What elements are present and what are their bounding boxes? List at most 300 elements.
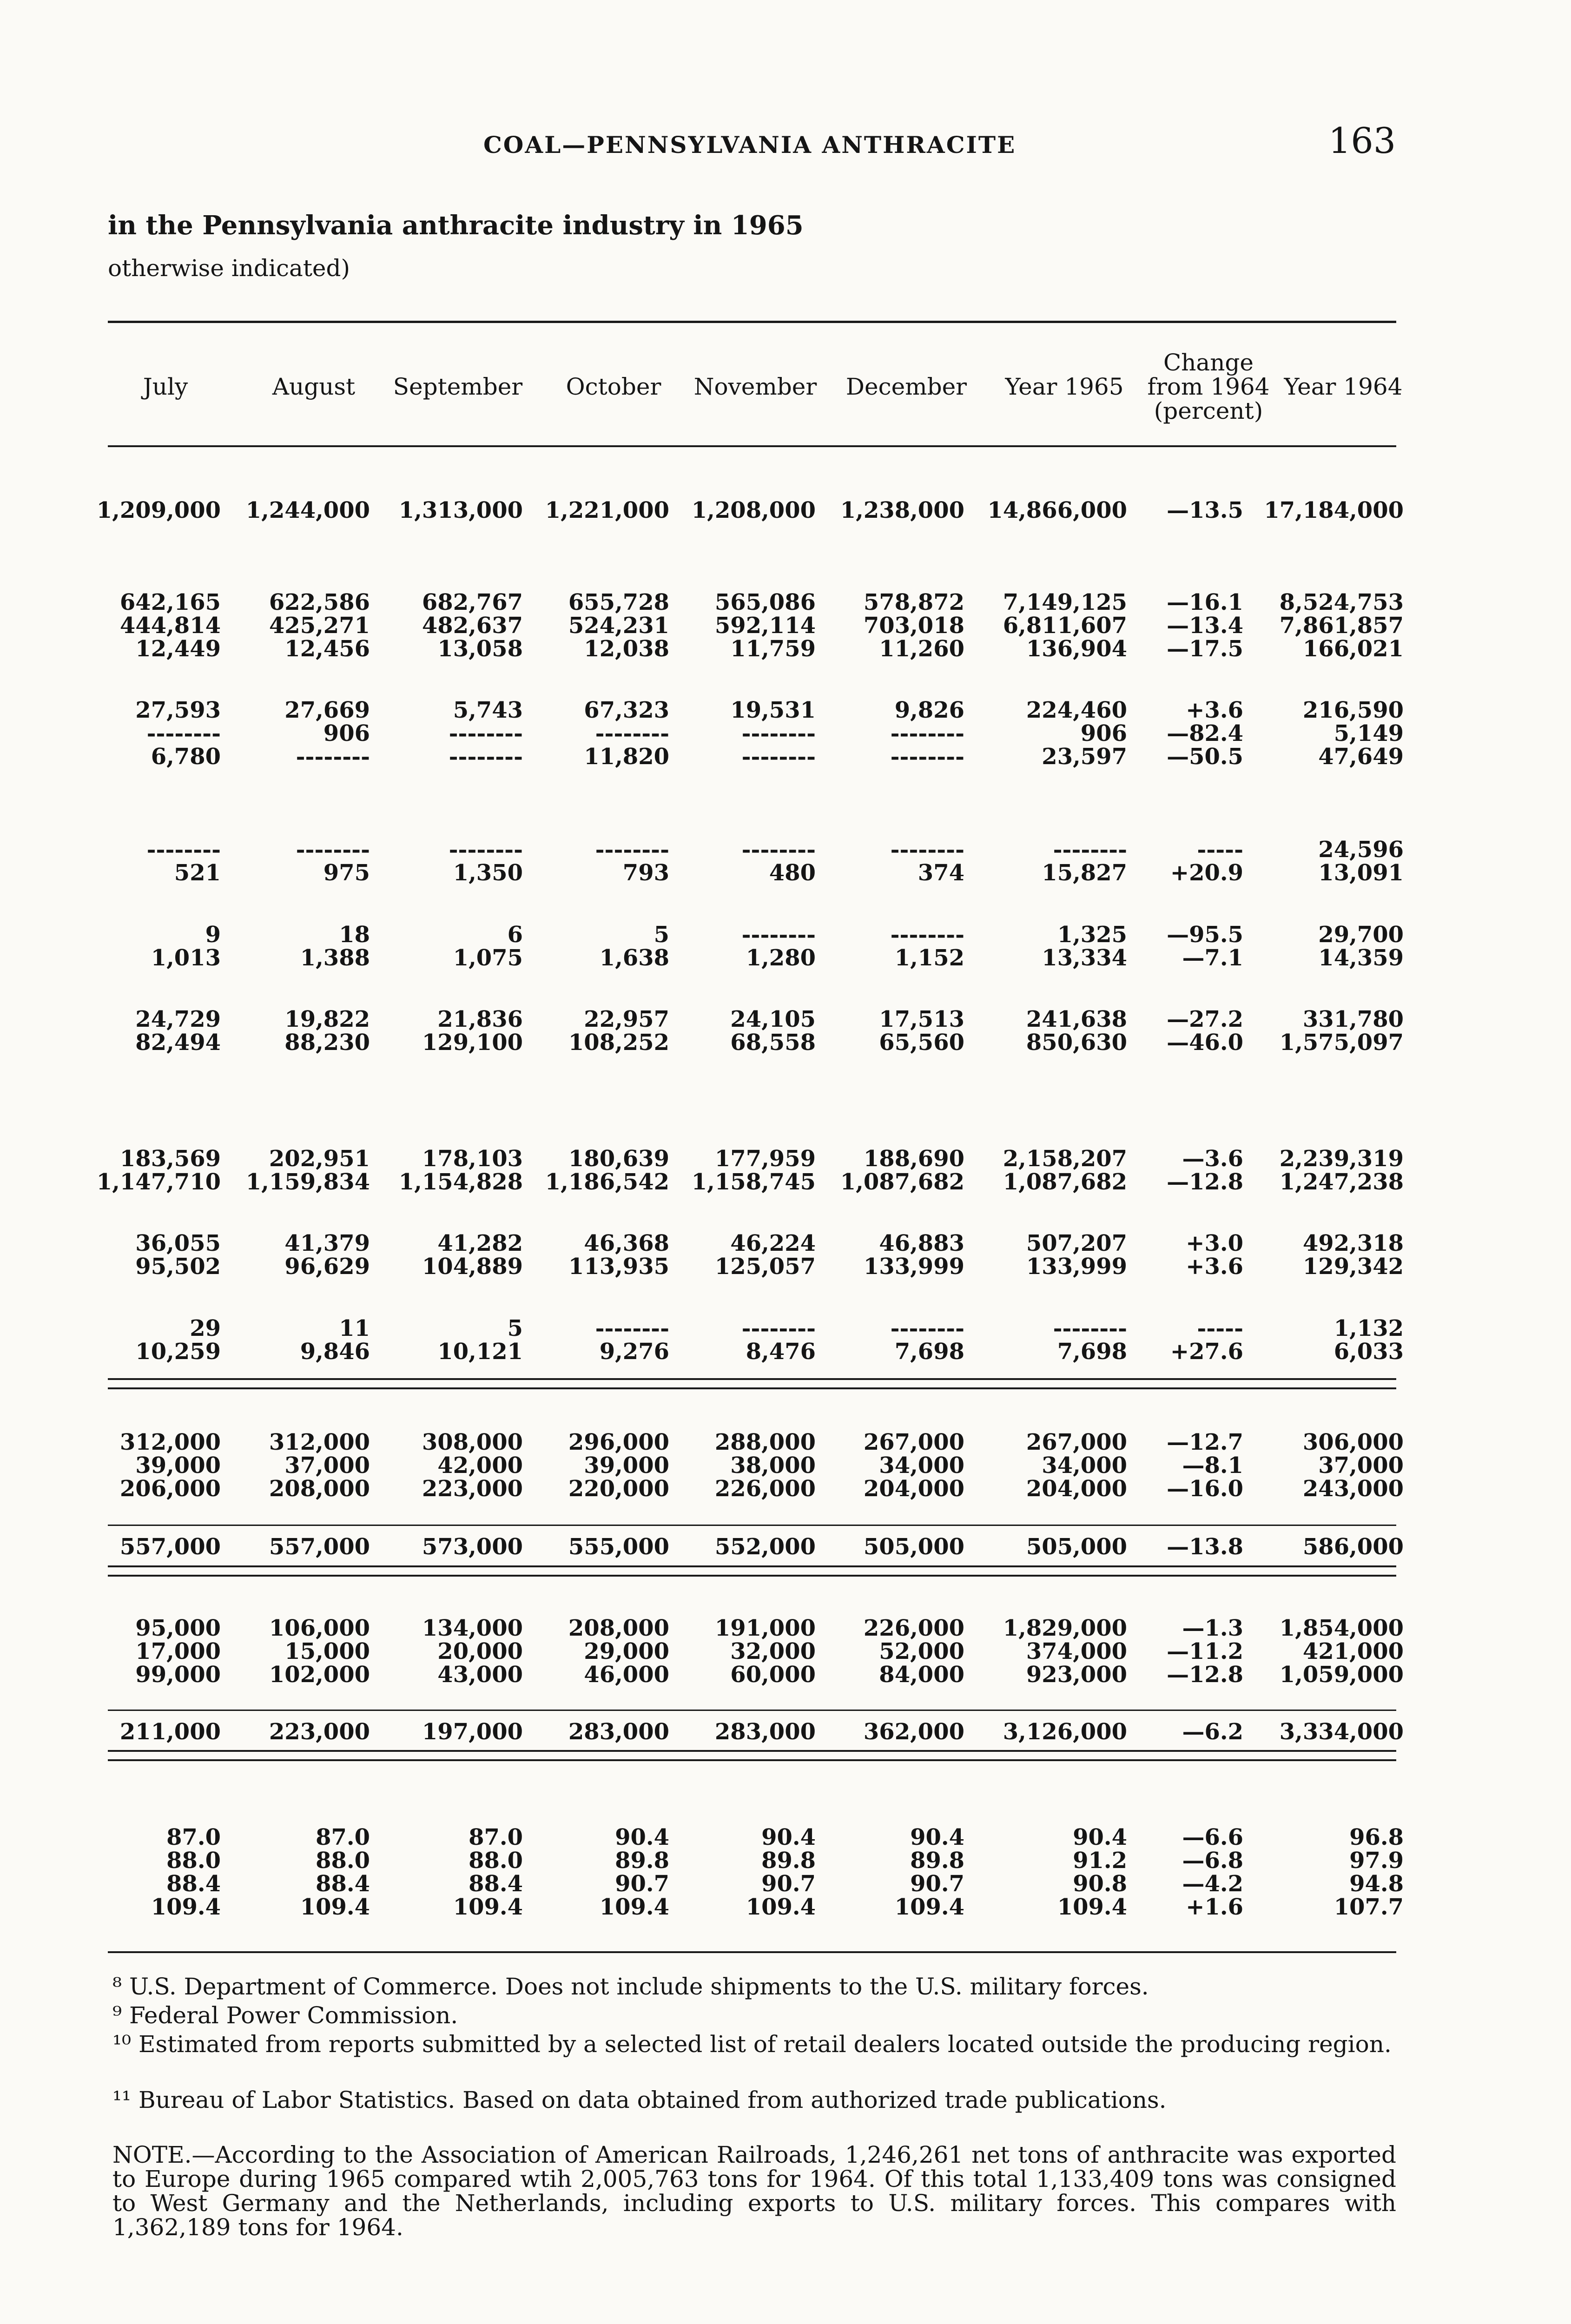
table-cell: 793 — [622, 860, 669, 886]
table-cell: -------- — [890, 1315, 964, 1341]
table-cell: 1,388 — [300, 945, 370, 971]
table-cell: —12.8 — [1167, 1169, 1243, 1195]
table-cell: 24,729 — [135, 1006, 221, 1032]
table-cell: 17,184,000 — [1264, 497, 1404, 523]
table-cell: 10,121 — [437, 1339, 523, 1365]
table-cell: —8.1 — [1182, 1452, 1243, 1479]
table-row — [108, 1615, 1404, 1641]
table-cell: 208,000 — [568, 1615, 669, 1641]
table-cell: 1,221,000 — [545, 497, 669, 523]
footnote: ⁹ Federal Power Commission. — [112, 2002, 458, 2029]
footnote: ⁸ U.S. Department of Commerce. Does not include shipments to the U.S. military forces. — [112, 1973, 1149, 2000]
table-cell: 1,186,542 — [545, 1169, 669, 1195]
table-row — [108, 1452, 1404, 1479]
table-row — [108, 1146, 1404, 1172]
table-cell: 20,000 — [437, 1638, 523, 1664]
table-cell: 129,100 — [422, 1030, 523, 1056]
table-cell: 223,000 — [422, 1476, 523, 1502]
table-cell: 46,224 — [730, 1230, 816, 1256]
table-cell: 642,165 — [119, 589, 221, 615]
table-cell: 226,000 — [714, 1476, 816, 1502]
table-cell: —82.4 — [1167, 720, 1243, 746]
table-cell: —16.0 — [1167, 1476, 1243, 1502]
table-cell: 211,000 — [119, 1719, 221, 1745]
column-header: December — [845, 373, 967, 400]
table-cell: 521 — [174, 860, 221, 886]
subtotal-rule — [108, 1710, 1396, 1711]
table-cell: 224,460 — [1026, 697, 1127, 723]
table-cell: -------- — [741, 837, 816, 863]
page-number: 163 — [1328, 120, 1396, 161]
table-cell: -------- — [449, 720, 523, 746]
table-cell: 197,000 — [422, 1719, 523, 1745]
table-cell: 492,318 — [1302, 1230, 1404, 1256]
table-cell: -------- — [1053, 837, 1127, 863]
table-cell: 89.8 — [761, 1848, 816, 1874]
table-cell: 188,690 — [863, 1146, 964, 1172]
table-row — [108, 720, 1404, 746]
table-cell: 223,000 — [269, 1719, 370, 1745]
table-cell: 5,743 — [453, 697, 523, 723]
table-cell: 7,861,857 — [1279, 613, 1404, 639]
table-cell: 1,854,000 — [1279, 1615, 1404, 1641]
table-cell: -------- — [449, 744, 523, 770]
table-cell: 113,935 — [568, 1254, 669, 1280]
table-row — [108, 860, 1404, 886]
table-cell: 11 — [339, 1315, 370, 1341]
table-cell: ----- — [1197, 837, 1243, 863]
table-row — [108, 697, 1404, 723]
table-cell: 306,000 — [1302, 1429, 1404, 1455]
table-cell: 1,147,710 — [96, 1169, 221, 1195]
table-cell: -------- — [595, 720, 669, 746]
table-cell: ----- — [1197, 1315, 1243, 1341]
table-cell: 2,158,207 — [1003, 1146, 1127, 1172]
table-cell: 133,999 — [1026, 1254, 1127, 1280]
table-cell: 88.4 — [469, 1871, 523, 1897]
table-cell: 89.8 — [910, 1848, 964, 1874]
table-cell: 134,000 — [422, 1615, 523, 1641]
table-cell: 9 — [205, 922, 221, 948]
table-cell: —13.5 — [1167, 497, 1243, 523]
table-cell: 60,000 — [730, 1662, 816, 1688]
table-cell: 95,502 — [135, 1254, 221, 1280]
table-row — [108, 1230, 1404, 1256]
table-cell: -------- — [595, 837, 669, 863]
table-cell: —16.1 — [1167, 589, 1243, 615]
table-cell: 178,103 — [422, 1146, 523, 1172]
table-cell: 29 — [190, 1315, 221, 1341]
table-row — [108, 837, 1404, 863]
table-cell: 52,000 — [879, 1638, 964, 1664]
table-caption-continued: otherwise indicated) — [108, 255, 350, 282]
table-cell: 27,593 — [135, 697, 221, 723]
table-cell: 586,000 — [1302, 1534, 1404, 1560]
table-cell: 12,038 — [584, 636, 669, 662]
table-cell: 9,276 — [599, 1339, 669, 1365]
table-cell: 39,000 — [135, 1452, 221, 1479]
table-cell: 29,000 — [584, 1638, 669, 1664]
table-row — [108, 1030, 1404, 1056]
header-rule — [108, 445, 1396, 447]
table-cell: 43,000 — [437, 1662, 523, 1688]
table-cell: 89.8 — [615, 1848, 669, 1874]
table-cell: 6,780 — [151, 744, 221, 770]
table-cell: -------- — [146, 720, 221, 746]
table-cell: 557,000 — [269, 1534, 370, 1560]
table-cell: 11,820 — [584, 744, 669, 770]
table-cell: —6.8 — [1182, 1848, 1243, 1874]
table-row — [108, 1719, 1404, 1745]
table-cell: 88.4 — [316, 1871, 370, 1897]
table-cell: 133,999 — [863, 1254, 964, 1280]
column-header: Year 1964 — [1284, 373, 1403, 400]
table-cell: 1,013 — [151, 945, 221, 971]
table-cell: 129,342 — [1302, 1254, 1404, 1280]
table-cell: 24,596 — [1318, 837, 1404, 863]
table-cell: —11.2 — [1167, 1638, 1243, 1664]
table-cell: 1,208,000 — [691, 497, 816, 523]
table-cell: 13,091 — [1318, 860, 1404, 886]
table-cell: 90.7 — [910, 1871, 964, 1897]
table-cell: +3.6 — [1186, 697, 1243, 723]
table-top-rule — [108, 321, 1396, 323]
table-cell: -------- — [890, 744, 964, 770]
table-cell: +1.6 — [1186, 1894, 1243, 1920]
table-row — [96, 1169, 1404, 1195]
table-cell: 216,590 — [1302, 697, 1404, 723]
table-cell: 505,000 — [1026, 1534, 1127, 1560]
table-cell: 90.4 — [1073, 1824, 1127, 1850]
table-cell: 204,000 — [863, 1476, 964, 1502]
table-cell: 125,057 — [714, 1254, 816, 1280]
table-cell: 65,560 — [879, 1030, 964, 1056]
table-cell: 109.4 — [599, 1894, 669, 1920]
table-cell: 283,000 — [568, 1719, 669, 1745]
table-cell: —50.5 — [1167, 744, 1243, 770]
table-cell: 1,132 — [1333, 1315, 1404, 1341]
table-cell: -------- — [890, 837, 964, 863]
table-cell: 87.0 — [469, 1824, 523, 1850]
table-cell: 84,000 — [879, 1662, 964, 1688]
table-cell: 655,728 — [568, 589, 669, 615]
table-cell: —17.5 — [1167, 636, 1243, 662]
footnote: ¹¹ Bureau of Labor Statistics. Based on data obtained from authorized trade publications. — [112, 2086, 1167, 2113]
table-cell: 923,000 — [1026, 1662, 1127, 1688]
table-cell: -------- — [890, 922, 964, 948]
section-rule — [108, 1387, 1396, 1389]
table-cell: 90.4 — [761, 1824, 816, 1850]
table-cell: 296,000 — [568, 1429, 669, 1455]
table-cell: 191,000 — [714, 1615, 816, 1641]
table-cell: 36,055 — [135, 1230, 221, 1256]
table-cell: 552,000 — [714, 1534, 816, 1560]
table-cell: 99,000 — [135, 1662, 221, 1688]
table-cell: 444,814 — [119, 613, 221, 639]
table-cell: 1,152 — [894, 945, 964, 971]
table-cell: -------- — [449, 837, 523, 863]
table-cell: 68,558 — [730, 1030, 816, 1056]
table-cell: 226,000 — [863, 1615, 964, 1641]
table-cell: 19,531 — [730, 697, 816, 723]
table-cell: 573,000 — [422, 1534, 523, 1560]
table-cell: 23,597 — [1042, 744, 1127, 770]
table-cell: 88.0 — [166, 1848, 221, 1874]
table-cell: 46,000 — [584, 1662, 669, 1688]
note: NOTE.—According to the Association of American Railroads, 1,246,261 net tons of anthracite was exported to Europe during 1965 compared wtih 2,005,763 tons for 1964. Of this total 1,133,409 tons was consigned to West Germany and the Netherlands, including exports to U.S. military forces. This compares with 1,362,189 tons for 1964. — [112, 2141, 1396, 2241]
table-cell: 6 — [507, 922, 523, 948]
table-cell: 109.4 — [151, 1894, 221, 1920]
table-cell: 106,000 — [269, 1615, 370, 1641]
column-header: October — [566, 373, 661, 400]
table-cell: 622,586 — [269, 589, 370, 615]
table-cell: 208,000 — [269, 1476, 370, 1502]
table-cell: 94.8 — [1349, 1871, 1404, 1897]
table-row — [108, 589, 1404, 615]
table-cell: 5,149 — [1333, 720, 1404, 746]
table-row — [108, 922, 1404, 948]
table-cell: 243,000 — [1302, 1476, 1404, 1502]
table-cell: +20.9 — [1170, 860, 1243, 886]
table-row — [108, 1476, 1404, 1502]
table-cell: 13,334 — [1042, 945, 1127, 971]
table-cell: 46,368 — [584, 1230, 669, 1256]
table-cell: 19,822 — [284, 1006, 370, 1032]
table-cell: 5 — [653, 922, 669, 948]
table-cell: 183,569 — [119, 1146, 221, 1172]
table-cell: 421,000 — [1302, 1638, 1404, 1664]
table-row — [108, 1848, 1404, 1874]
table-cell: 1,244,000 — [245, 497, 370, 523]
footnote: ¹⁰ Estimated from reports submitted by a selected list of retail dealers located outside the producing region. — [112, 2031, 1392, 2058]
table-cell: 1,238,000 — [840, 497, 964, 523]
table-cell: -------- — [296, 744, 370, 770]
table-cell: 906 — [1080, 720, 1127, 746]
table-cell: 46,883 — [879, 1230, 964, 1256]
table-cell: 17,000 — [135, 1638, 221, 1664]
table-cell: 38,000 — [730, 1452, 816, 1479]
table-cell: -------- — [741, 1315, 816, 1341]
table-cell: 1,087,682 — [1003, 1169, 1127, 1195]
table-cell: +27.6 — [1170, 1339, 1243, 1365]
section-rule — [108, 1759, 1396, 1761]
table-row — [108, 613, 1404, 639]
table-cell: —12.7 — [1167, 1429, 1243, 1455]
table-cell: 9,826 — [894, 697, 964, 723]
table-cell: -------- — [741, 744, 816, 770]
table-cell: 555,000 — [568, 1534, 669, 1560]
table-cell: 1,209,000 — [96, 497, 221, 523]
table-cell: 7,149,125 — [1003, 589, 1127, 615]
section-rule — [108, 1575, 1396, 1577]
table-cell: 47,649 — [1318, 744, 1404, 770]
table-cell: 592,114 — [714, 613, 816, 639]
table-cell: +3.6 — [1186, 1254, 1243, 1280]
table-cell: 480 — [769, 860, 816, 886]
table-row — [108, 1824, 1404, 1850]
table-cell: 13,058 — [437, 636, 523, 662]
table-cell: —13.8 — [1167, 1534, 1243, 1560]
table-cell: 374,000 — [1026, 1638, 1127, 1664]
table-cell: 90.4 — [615, 1824, 669, 1850]
table-cell: 96,629 — [284, 1254, 370, 1280]
table-row — [108, 1638, 1404, 1664]
table-cell: 1,829,000 — [1003, 1615, 1127, 1641]
table-cell: 14,359 — [1318, 945, 1404, 971]
table-cell: 565,086 — [714, 589, 816, 615]
table-cell: 42,000 — [437, 1452, 523, 1479]
table-cell: 6,811,607 — [1003, 613, 1127, 639]
table-cell: 11,260 — [879, 636, 964, 662]
table-cell: 109.4 — [1057, 1894, 1127, 1920]
table-cell: -------- — [890, 720, 964, 746]
table-cell: 3,334,000 — [1279, 1719, 1404, 1745]
table-cell: 32,000 — [730, 1638, 816, 1664]
table-cell: 1,313,000 — [398, 497, 523, 523]
table-cell: 136,904 — [1026, 636, 1127, 662]
table-cell: 1,087,682 — [840, 1169, 964, 1195]
column-header: August — [272, 373, 356, 400]
table-row — [96, 497, 1404, 523]
table-cell: 3,126,000 — [1003, 1719, 1127, 1745]
table-cell: 88.0 — [316, 1848, 370, 1874]
table-cell: 7,698 — [1057, 1339, 1127, 1365]
table-row — [108, 1339, 1404, 1365]
table-cell: 12,456 — [284, 636, 370, 662]
table-cell: 102,000 — [269, 1662, 370, 1688]
table-cell: 1,075 — [453, 945, 523, 971]
table-cell: 15,000 — [284, 1638, 370, 1664]
table-cell: 34,000 — [1042, 1452, 1127, 1479]
table-cell: 10,259 — [135, 1339, 221, 1365]
table-row — [108, 744, 1404, 770]
table-cell: 18 — [339, 922, 370, 948]
table-cell: -------- — [296, 837, 370, 863]
table-cell: 88,230 — [284, 1030, 370, 1056]
table-cell: 37,000 — [1318, 1452, 1404, 1479]
table-cell: 27,669 — [284, 697, 370, 723]
section-rule — [108, 1378, 1396, 1380]
table-cell: 37,000 — [284, 1452, 370, 1479]
table-cell: 90.7 — [615, 1871, 669, 1897]
table-cell: —6.6 — [1182, 1824, 1243, 1850]
table-row — [108, 1871, 1404, 1897]
table-cell: 312,000 — [269, 1429, 370, 1455]
table-cell: -------- — [741, 922, 816, 948]
table-cell: 22,957 — [584, 1006, 669, 1032]
table-cell: 331,780 — [1302, 1006, 1404, 1032]
table-cell: 34,000 — [879, 1452, 964, 1479]
table-cell: 87.0 — [316, 1824, 370, 1850]
table-row — [108, 1662, 1404, 1688]
table-cell: 850,630 — [1026, 1030, 1127, 1056]
table-caption: in the Pennsylvania anthracite industry in 1965 — [108, 210, 804, 241]
table-cell: 41,282 — [437, 1230, 523, 1256]
table-cell: 95,000 — [135, 1615, 221, 1641]
table-row — [108, 945, 1404, 971]
column-header: Change from 1964 (percent) — [1147, 349, 1270, 424]
table-cell: 108,252 — [568, 1030, 669, 1056]
table-cell: —6.2 — [1182, 1719, 1243, 1745]
column-header: September — [393, 373, 523, 400]
table-cell: 14,866,000 — [987, 497, 1127, 523]
table-cell: —7.1 — [1182, 945, 1243, 971]
table-cell: 39,000 — [584, 1452, 669, 1479]
table-cell: 283,000 — [714, 1719, 816, 1745]
subtotal-rule — [108, 1525, 1396, 1526]
table-cell: -------- — [595, 1315, 669, 1341]
table-cell: 204,000 — [1026, 1476, 1127, 1502]
table-cell: —1.3 — [1182, 1615, 1243, 1641]
running-head: COAL—PENNSYLVANIA ANTHRACITE — [483, 131, 1017, 158]
table-cell: 109.4 — [453, 1894, 523, 1920]
table-cell: 88.0 — [469, 1848, 523, 1874]
table-cell: —3.6 — [1182, 1146, 1243, 1172]
table-cell: 90.8 — [1073, 1871, 1127, 1897]
table-cell: 267,000 — [1026, 1429, 1127, 1455]
table-cell: 67,323 — [584, 697, 669, 723]
table-row — [108, 1429, 1404, 1455]
table-cell: 906 — [323, 720, 370, 746]
table-cell: 425,271 — [269, 613, 370, 639]
table-cell: 482,637 — [422, 613, 523, 639]
table-row — [108, 1006, 1404, 1032]
table-row — [108, 1534, 1404, 1560]
table-cell: —46.0 — [1167, 1030, 1243, 1056]
table-cell: 975 — [323, 860, 370, 886]
table-cell: 109.4 — [300, 1894, 370, 1920]
table-row — [108, 1894, 1404, 1920]
section-rule — [108, 1565, 1396, 1567]
table-cell: 96.8 — [1349, 1824, 1404, 1850]
table-cell: 308,000 — [422, 1429, 523, 1455]
table-cell: 109.4 — [746, 1894, 816, 1920]
table-row — [108, 1315, 1404, 1341]
table-cell: 703,018 — [863, 613, 964, 639]
table-cell: 206,000 — [119, 1476, 221, 1502]
table-cell: 1,059,000 — [1279, 1662, 1404, 1688]
table-cell: 1,247,238 — [1279, 1169, 1404, 1195]
table-cell: 91.2 — [1073, 1848, 1127, 1874]
table-cell: 8,524,753 — [1279, 589, 1404, 615]
table-cell: —27.2 — [1167, 1006, 1243, 1032]
table-row — [108, 1254, 1404, 1280]
table-cell: 82,494 — [135, 1030, 221, 1056]
table-cell: 288,000 — [714, 1429, 816, 1455]
table-cell: 177,959 — [714, 1146, 816, 1172]
table-cell: -------- — [741, 720, 816, 746]
table-cell: 1,154,828 — [398, 1169, 523, 1195]
table-cell: 166,021 — [1302, 636, 1404, 662]
column-header: November — [693, 373, 817, 400]
table-cell: 241,638 — [1026, 1006, 1127, 1032]
table-cell: 362,000 — [863, 1719, 964, 1745]
table-cell: 41,379 — [284, 1230, 370, 1256]
table-cell: —4.2 — [1182, 1871, 1243, 1897]
table-bottom-rule — [108, 1951, 1396, 1953]
table-cell: —13.4 — [1167, 613, 1243, 639]
table-cell: 7,698 — [894, 1339, 964, 1365]
section-rule — [108, 1750, 1396, 1752]
table-cell: 1,638 — [599, 945, 669, 971]
table-cell: 88.4 — [166, 1871, 221, 1897]
table-cell: —95.5 — [1167, 922, 1243, 948]
table-cell: 682,767 — [422, 589, 523, 615]
table-cell: 202,951 — [269, 1146, 370, 1172]
table-cell: 29,700 — [1318, 922, 1404, 948]
table-cell: 1,159,834 — [245, 1169, 370, 1195]
table-cell: 107.7 — [1333, 1894, 1404, 1920]
